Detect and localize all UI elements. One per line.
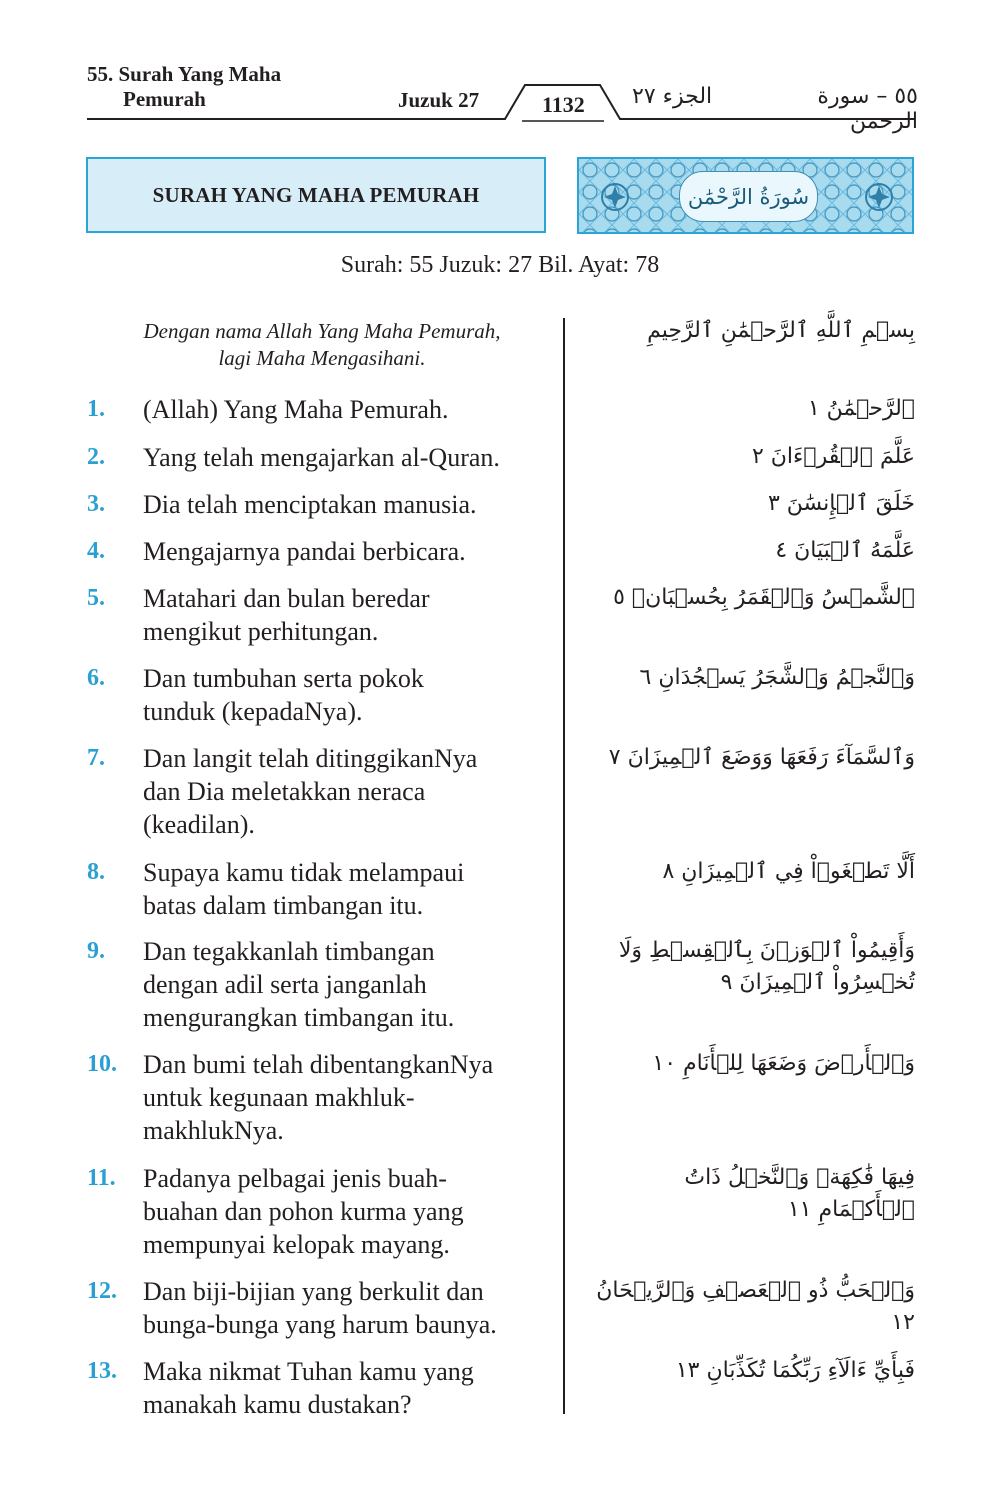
verse-line: Dia telah menciptakan manusia. xyxy=(143,490,477,519)
verse-line: (Allah) Yang Maha Pemurah. xyxy=(143,395,449,424)
verse-number: 1. xyxy=(87,396,105,422)
verse-line: Mengajarnya pandai berbicara. xyxy=(143,537,466,566)
verse-translation xyxy=(143,935,561,1034)
verse-number: 4. xyxy=(87,538,105,564)
basmala-translation-line2: lagi Maha Mengasihani. xyxy=(218,346,426,370)
verse-line: mengikut perhitungan. xyxy=(143,617,379,646)
verse-line: Dan bumi telah dibentangkanNya xyxy=(143,1050,494,1079)
verse-translation xyxy=(143,535,561,568)
page-number: 1132 xyxy=(542,92,585,117)
verse-arabic: أَلَّا تَطۡغَوۡاْ فِي ٱلۡمِيزَانِ ٨ xyxy=(662,859,915,884)
verse-number: 3. xyxy=(87,491,105,517)
verse-arabic: وَٱلنَّجۡمُ وَٱلشَّجَرُ يَسۡجُدَانِ ٦ xyxy=(639,665,915,690)
verse-line: Dan biji-bijian yang berkulit dan xyxy=(143,1277,484,1306)
verse-line: makhlukNya. xyxy=(143,1116,284,1145)
verse-line: manakah kamu dustakan? xyxy=(143,1390,412,1419)
verse-line: (keadilan). xyxy=(143,810,255,839)
verse-arabic: فَبِأَيِّ ءَالَآءِ رَبِّكُمَا تُكَذِّبَانِ ١٣ xyxy=(675,1358,915,1383)
surah-title-box xyxy=(86,157,546,233)
header-rule xyxy=(0,0,1000,130)
verse-line: Matahari dan bulan beredar xyxy=(143,584,430,613)
verse-translation xyxy=(143,488,561,521)
running-head-line2: Pemurah xyxy=(123,87,206,111)
surah-ornament-banner xyxy=(577,157,914,234)
verse-number: 9. xyxy=(87,938,105,964)
ornament-arabic-title: سُورَةُ الرَّحْمَٰن xyxy=(679,171,818,222)
verse-number: 6. xyxy=(87,665,105,691)
verse-translation xyxy=(143,582,561,648)
verse-number: 11. xyxy=(87,1165,116,1191)
running-head-juzuk: Juzuk 27 xyxy=(398,88,480,112)
verse-arabic: عَلَّمَهُ ٱلۡبَيَانَ ٤ xyxy=(775,538,915,563)
verse-arabic: وَٱلۡأَرۡضَ وَضَعَهَا لِلۡأَنَامِ ١٠ xyxy=(652,1051,915,1076)
verse-line: batas dalam timbangan itu. xyxy=(143,891,424,920)
verse-line: mempunyai kelopak mayang. xyxy=(143,1230,450,1259)
verse-line: Dan langit telah ditinggikanNya xyxy=(143,744,478,773)
running-head-line1: 55. Surah Yang Maha xyxy=(87,62,282,86)
verse-number: 10. xyxy=(87,1051,117,1077)
verse-translation xyxy=(143,856,561,922)
verse-arabic: ٱلشَّمۡسُ وَٱلۡقَمَرُ بِحُسۡبَانٖ ٥ xyxy=(613,585,915,610)
surah-title: SURAH YANG MAHA PEMURAH xyxy=(152,182,480,207)
verse-line: Yang telah mengajarkan al-Quran. xyxy=(143,443,500,472)
verse-number: 5. xyxy=(87,585,105,611)
verse-arabic: وَٱلسَّمَآءَ رَفَعَهَا وَوَضَعَ ٱلۡمِيزَانَ ٧ xyxy=(608,745,915,770)
verse-number: 13. xyxy=(87,1358,117,1384)
verse-number: 8. xyxy=(87,859,105,885)
verse-line: Dan tumbuhan serta pokok xyxy=(143,664,424,693)
verse-number: 2. xyxy=(87,444,105,470)
verse-line: buahan dan pohon kurma yang xyxy=(143,1197,464,1226)
verse-arabic: فِيهَا فَٰكِهَةٞ وَٱلنَّخۡلُ ذَاتُ ٱلۡأَكۡمَامِ ١١ xyxy=(684,1165,915,1222)
verse-arabic: وَأَقِيمُواْ ٱلۡوَزۡنَ بِٱلۡقِسۡطِ وَلَا تُخۡسِرُواْ ٱلۡمِيزَانَ ٩ xyxy=(618,938,915,995)
verse-line: Padanya pelbagai jenis buah- xyxy=(143,1164,447,1193)
verse-arabic: ٱلرَّحۡمَٰنُ ١ xyxy=(807,396,915,421)
running-head-arabic-surah: ٥٥ – سورة الرحمن xyxy=(817,84,918,134)
verse-arabic: وَٱلۡحَبُّ ذُو ٱلۡعَصۡفِ وَٱلرَّيۡحَانُ ١٢ xyxy=(596,1278,915,1335)
basmala-translation xyxy=(87,318,557,372)
verse-number: 12. xyxy=(87,1278,117,1304)
running-head-arabic-juz: الجزء ٢٧ xyxy=(632,84,713,109)
verse-translation xyxy=(143,662,561,728)
verse-translation xyxy=(143,1275,561,1341)
verse-line: Supaya kamu tidak melampaui xyxy=(143,858,465,887)
verse-number: 7. xyxy=(87,745,105,771)
verse-translation xyxy=(143,441,561,474)
verse-line: mengurangkan timbangan itu. xyxy=(143,1003,455,1032)
column-divider xyxy=(563,318,565,1414)
verse-line: tunduk (kepadaNya). xyxy=(143,697,363,726)
basmala-arabic: بِسۡمِ ٱللَّهِ ٱلرَّحۡمَٰنِ ٱلرَّحِيمِ xyxy=(647,318,915,343)
verse-translation xyxy=(143,1048,561,1147)
verse-arabic: خَلَقَ ٱلۡإِنسَٰنَ ٣ xyxy=(767,491,915,516)
verse-translation xyxy=(143,393,561,426)
verse-line: dan Dia meletakkan neraca xyxy=(143,777,426,806)
verse-translation xyxy=(143,1162,561,1261)
surah-meta: Surah: 55 Juzuk: 27 Bil. Ayat: 78 xyxy=(340,252,660,278)
verse-line: Dan tegakkanlah timbangan xyxy=(143,937,435,966)
verse-line: Maka nikmat Tuhan kamu yang xyxy=(143,1357,474,1386)
verse-line: bunga-bunga yang harum baunya. xyxy=(143,1310,497,1339)
verse-line: dengan adil serta janganlah xyxy=(143,970,427,999)
verse-line: untuk kegunaan makhluk- xyxy=(143,1083,415,1112)
verse-translation xyxy=(143,742,561,841)
verse-arabic: عَلَّمَ ٱلۡقُرۡءَانَ ٢ xyxy=(751,444,915,469)
verse-translation xyxy=(143,1355,561,1421)
basmala-translation-line1: Dengan nama Allah Yang Maha Pemurah, xyxy=(143,319,501,343)
